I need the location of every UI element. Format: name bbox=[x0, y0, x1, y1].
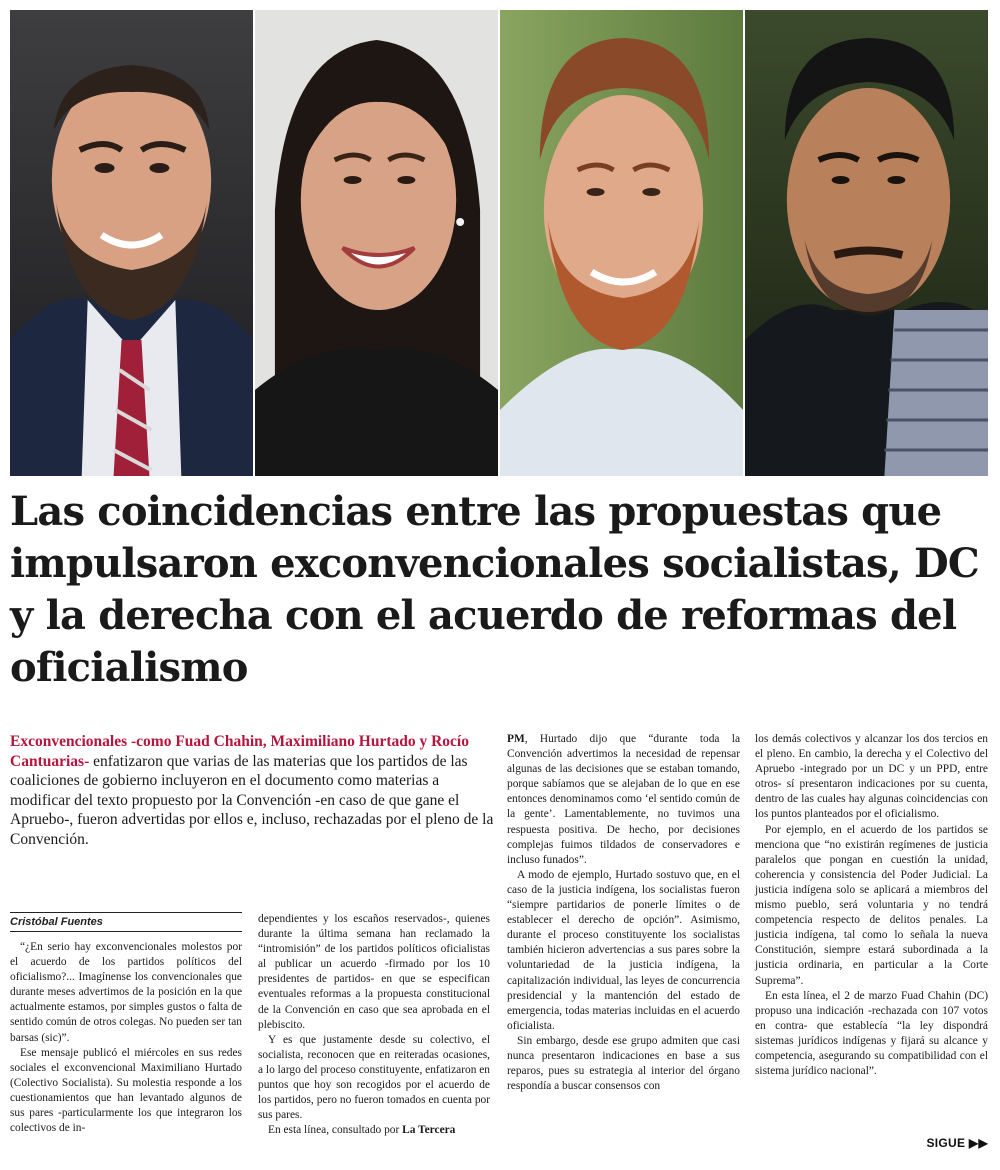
paragraph: Por ejemplo, en el acuerdo de los partidos se menciona que “no existirán regímenes de justicia paralelos que pongan en cuestión la unidad, coherencia y consistencia del Poder Judicial. La justicia indígena solo se aplicará a miembros del mismo pueblo, será voluntaria y no tendrá competencia respecto de delitos penales. La justicia indígena, tal como lo señala la nueva Constitución, siempre estará subordinada a la justicia ordinaria, en particular a la Corte Suprema”. bbox=[755, 823, 988, 987]
photo-portrait-2 bbox=[255, 10, 498, 476]
source-name: PM bbox=[507, 733, 525, 745]
lead-highlight: Exconvencionales -como Fuad Chahin, Maximiliano Hurtado y Rocío Cantuarias- bbox=[10, 733, 469, 770]
byline: Cristóbal Fuentes bbox=[10, 912, 242, 932]
paragraph: dependientes y los escaños reservados-, quienes durante la última semana han reclamado la “intromisión” de los partidos políticos oficialistas al publicar un acuerdo -firmado por los 10 presidentes de partidos- en que se especifican eventuales reformas a la propuesta constitucional de la Convención en caso que sea aprobada en el plebiscito. bbox=[258, 913, 490, 1031]
lead-text: enfatizaron que varias de las materias que los partidos de las coaliciones de gobierno incluyeron en el documento como materias a modificar del texto propuesto por la Convención -en caso de que gane el Apruebo-, fueron advertidas por ellos e, incluso, rechazadas por el pleno de la Convención. bbox=[10, 752, 494, 848]
photo-portrait-4 bbox=[745, 10, 988, 476]
paragraph: A modo de ejemplo, Hurtado sostuvo que, en el caso de la justicia indígena, los socialistas fueron “siempre partidarios de ponerle límites o de establecer el derecho de opción”. Asimismo, durante el proceso constituyente los socialistas también hicieron advertencias a sus pares sobre la voluntariedad de la justicia indígena, la capitalización individual, las leyes de concurrencia presidencial y la mantención del estado de emergencia, todas materias incluidas en el acuerdo oficialista. bbox=[507, 868, 740, 1032]
article-column-2 bbox=[258, 912, 490, 1138]
photo-portrait-3 bbox=[500, 10, 743, 476]
paragraph-text: , Hurtado dijo que “durante toda la Convención advertimos la necesidad de repensar algunas de las decisiones que se estaban tomando, porque sabíamos que se alejaban de lo que en ese entonces denominamos como ‘el sentido común de la gente’. Lamentablemente, no tuvimos una respuesta positiva. De hecho, por decisiones complejas fuimos tildados de conservadores e incluso funados”. bbox=[507, 733, 740, 866]
source-name: La Tercera bbox=[402, 1124, 456, 1137]
article-column-1 bbox=[10, 940, 242, 1136]
paragraph-text: En esta línea, consultado por bbox=[268, 1124, 403, 1137]
lead-paragraph bbox=[10, 732, 494, 850]
article-column-4 bbox=[755, 732, 988, 1079]
headline: Las coincidencias entre las propuestas que impulsaron exconvencionales socialistas, DC y la derecha con el acuerdo de reformas del oficialismo bbox=[10, 488, 979, 691]
paragraph: En esta línea, el 2 de marzo Fuad Chahin (DC) propuso una indicación -rechazada con 107 votos en contra- que establecía “la ley dispondrá sistemas jurídicos indígenas y fijará su alcance y competencia, asegurando su compatibilidad con el sistema jurídico nacional”. bbox=[755, 989, 988, 1078]
paragraph bbox=[258, 1123, 490, 1138]
paragraph: los demás colectivos y alcanzar los dos tercios en el pleno. En cambio, la derecha y el Colectivo del Apruebo -integrado por un DC y un PPD, entre otros- sí presentaron indicaciones por su cuenta, dentro de las cuales hay algunas coincidencias con los puntos planteados por el oficialismo. bbox=[755, 733, 988, 821]
paragraph: Sin embargo, desde ese grupo admiten que casi nunca presentaron indicaciones en base a sus reparos, pues su estrategia al interior del órgano respondía a buscar consensos con bbox=[507, 1034, 740, 1093]
continue-marker: SIGUE ▶▶ bbox=[926, 1136, 988, 1150]
photo-strip bbox=[10, 10, 988, 476]
photo-portrait-1 bbox=[10, 10, 253, 476]
paragraph: Ese mensaje publicó el miércoles en sus redes sociales el exconvencional Maximiliano Hurtado (Colectivo Socialista). Su molestia responde a los cuestionamientos que han levantado algunos de sus pares -particularmente los que integraron los colectivos de in- bbox=[10, 1046, 242, 1135]
paragraph bbox=[507, 732, 740, 868]
paragraph: “¿En serio hay exconvencionales molestos por el acuerdo de los partidos políticos del oficialismo?... Imagínense los convencionales que durante meses advertimos de la posición en la que actualmente estamos, por simples gustos o falta de sentido común de otros colegas. No pueden ser tan barsas (sic)”. bbox=[10, 941, 242, 1044]
article-column-3 bbox=[507, 732, 740, 1094]
paragraph: Y es que justamente desde su colectivo, el socialista, reconocen que en reiteradas ocasiones, a lo largo del proceso constituyente, enfatizaron en puntos que hoy son recogidos por el acuerdo de los partidos, pero no fueron tomados en cuenta por sus pares. bbox=[258, 1033, 490, 1122]
